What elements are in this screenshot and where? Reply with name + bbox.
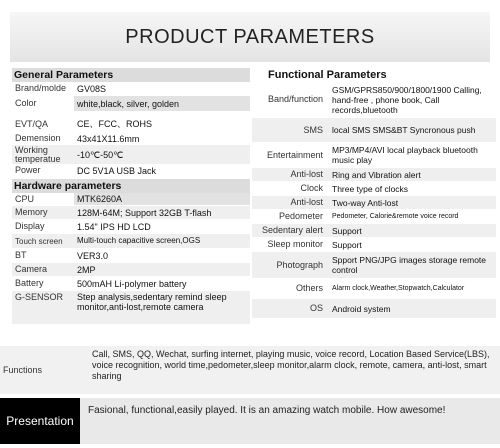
param-row (12, 193, 250, 206)
param-key: BT (15, 250, 27, 260)
param-key: Working temperatue (15, 144, 61, 164)
param-row (12, 263, 250, 277)
presentation-label: Presentation (0, 398, 80, 444)
param-key: Memory (15, 207, 48, 217)
param-value: CE、FCC、ROHS (77, 119, 153, 129)
param-row (252, 238, 496, 252)
param-row (12, 234, 250, 249)
functions-label: Functions (3, 365, 43, 375)
param-value: GV08S (77, 83, 107, 94)
param-value: Support (332, 239, 362, 250)
param-key: Clock (300, 183, 323, 193)
param-key: Color (15, 98, 37, 108)
param-value: 2MP (77, 264, 96, 275)
param-row (12, 145, 250, 165)
hardware-heading: Hardware parameters (12, 179, 250, 193)
param-row (252, 168, 496, 182)
param-key: Anti-lost (290, 197, 323, 207)
param-key: SMS (303, 124, 323, 135)
param-value: Step analysis,sedentary remind sleep monitor,anti-lost,remote camera (77, 292, 227, 312)
param-key: G-SENSOR (15, 292, 64, 302)
param-value: GSM/GPRS850/900/1800/1900 Calling, hand-free , phone book, Call records,bluetooth (332, 84, 482, 115)
param-value: Two-way Anti-lost (332, 197, 399, 208)
param-value: Spport PNG/JPG images storage remote control (332, 255, 487, 275)
presentation-row (0, 398, 500, 444)
functions-row (0, 346, 500, 394)
param-value: MTK6260A (74, 193, 250, 205)
param-key: Power (15, 165, 41, 175)
general-heading: General Parameters (12, 68, 250, 82)
param-row (12, 220, 250, 234)
param-key: CPU (15, 193, 35, 204)
param-value: Multi-touch capacitive screen,OGS (77, 236, 201, 245)
param-key: EVT/QA (15, 118, 49, 129)
param-row (252, 299, 496, 319)
param-value: DC 5V1A USB Jack (77, 165, 157, 176)
param-key: Others (295, 283, 323, 293)
param-value: Three type of clocks (332, 183, 409, 194)
param-row (12, 277, 250, 291)
param-key: Camera (15, 264, 48, 274)
param-value: MP3/MP4/AVI local playback bluetooth music play (332, 145, 478, 165)
param-row (252, 196, 496, 210)
param-value: 43x41X11.6mm (77, 133, 140, 144)
param-row (12, 206, 250, 220)
param-row (12, 249, 250, 263)
param-value: Support (332, 225, 362, 236)
param-value: local SMS SMS&BT Syncronous push (332, 125, 476, 135)
param-row (252, 82, 496, 118)
param-key: Anti-lost (290, 169, 323, 179)
param-row (12, 82, 250, 96)
left-column (12, 68, 250, 325)
functional-heading: Functional Parameters (252, 68, 496, 82)
param-value: VER3.0 (77, 250, 109, 261)
param-row (252, 210, 496, 224)
param-row (252, 118, 496, 143)
param-key: OS (309, 303, 323, 313)
param-value: Pedometer, Calorie&remote voice record (332, 212, 459, 220)
param-key: Band/function (267, 94, 323, 104)
param-value: Ring and Vibration alert (332, 169, 421, 180)
param-row (12, 96, 250, 112)
param-value: Alarm clock,Weather,Stopwatch,Calculator (332, 284, 465, 292)
param-key: Pedometer (278, 211, 323, 221)
param-row (12, 291, 250, 325)
param-row (12, 116, 250, 133)
param-value: Android system (332, 303, 391, 314)
page-title: PRODUCT PARAMETERS (125, 25, 375, 48)
param-value: 1.54" IPS HD LCD (77, 221, 151, 232)
param-row (252, 279, 496, 299)
param-value: 500mAH Li-polymer battery (77, 278, 187, 289)
param-key: Photograph (276, 259, 323, 270)
right-column (252, 68, 496, 319)
param-value: 128M-64M; Support 32GB T-flash (77, 207, 212, 218)
param-row (252, 224, 496, 238)
param-row (12, 133, 250, 145)
param-key: Demension (15, 133, 61, 143)
functions-text: Call, SMS, QQ, Wechat, surfing internet, playing music, voice record, Location Based Service(LBS), voice recognition, world time,pedometer,sleep monitor,alarm clock, remote, camera, anti-lost, smart sharing (92, 349, 490, 381)
title-banner (10, 12, 490, 62)
param-value: -10℃-50℃ (77, 149, 124, 160)
param-row (252, 252, 496, 279)
presentation-text: Fasional, functional,easily played. It is an amazing watch mobile. How awesome! (80, 398, 500, 444)
param-key: Display (15, 221, 45, 231)
param-key: Touch screen (15, 236, 63, 246)
param-row (12, 165, 250, 177)
param-row (252, 143, 496, 168)
param-key: Sedentary alert (261, 225, 323, 235)
param-key: Sleep monitor (267, 239, 323, 249)
param-key: Brand/molde (15, 83, 67, 93)
param-key: Entertainment (266, 149, 323, 160)
param-value: white,black, silver, golden (74, 96, 250, 111)
param-row (252, 182, 496, 196)
param-key: Battery (15, 278, 44, 288)
